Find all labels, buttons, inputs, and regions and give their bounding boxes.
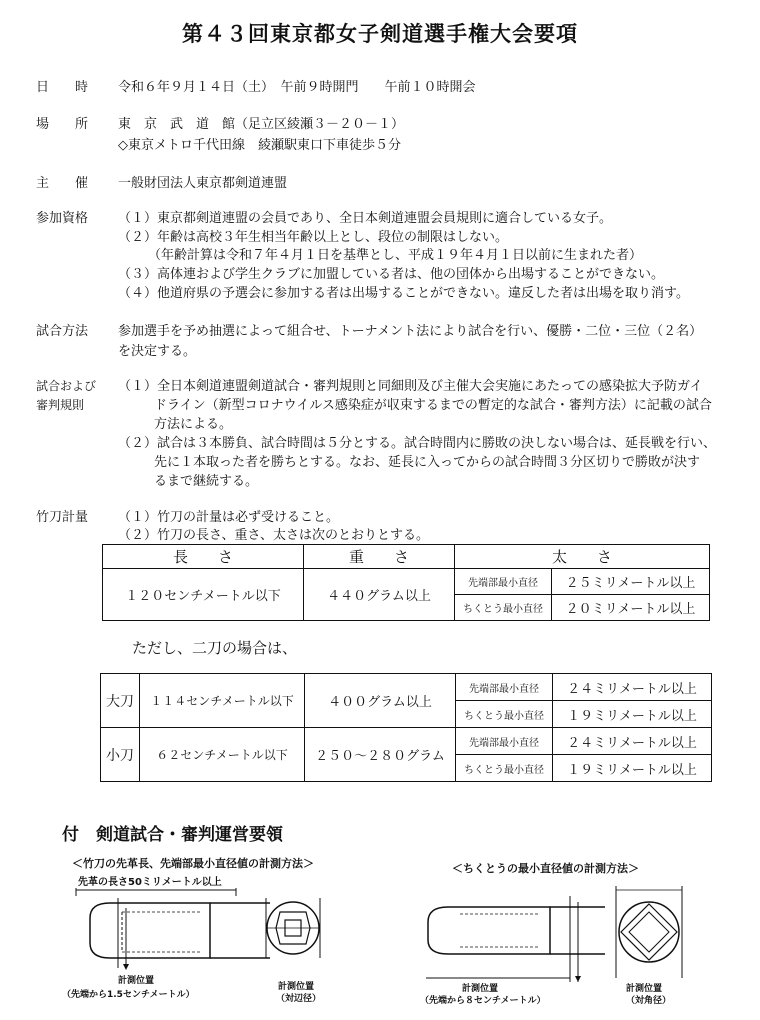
- rules-item1-line1: （１）全日本剣道連盟剣道試合・審判規則と同細則及び主催大会実施にあたっての感染拡大予防ガイ: [118, 379, 703, 394]
- spec-tip-name: 先端部最小直径: [455, 569, 552, 595]
- method-line1: 参加選手を予め抽選によって組合せ、トーナメント法により試合を行い、優勝・二位・三位（２名）: [118, 324, 703, 339]
- datetime-value: 令和６年９月１４日（土） 午前９時開門 午前１０時開会: [118, 80, 476, 95]
- rules-item2-line3: るまで継続する。: [154, 474, 259, 489]
- eligibility-item-4: （４）他道府県の予選会に参加する者は出場することができない。違反した者は出場を取り消す。: [118, 286, 689, 301]
- venue-line1: 東 京 武 道 館（足立区綾瀬３－２０－１）: [118, 117, 405, 132]
- diagram1-length-label: 先革の長さ50ミリメートル以上: [78, 877, 222, 888]
- nito-note: ただし、二刀の場合は、: [132, 639, 298, 657]
- spec-chikuto-name: ちくとう最小直径: [455, 595, 552, 621]
- shinai-cross-section-side: [258, 890, 328, 970]
- diagram1-side-label: 計測位置: [278, 982, 315, 992]
- shoto-chikuto-value: １９ミリメートル以上: [553, 755, 712, 782]
- shoto-tip-value: ２４ミリメートル以上: [553, 728, 712, 755]
- spec-chikuto-value: ２０ミリメートル以上: [552, 595, 710, 621]
- diagram2-title: ＜ちくとうの最小直径値の計測方法＞: [452, 862, 639, 875]
- rules-label-1: 試合および: [36, 379, 97, 393]
- datetime-label: 日 時: [36, 80, 89, 95]
- rules-item2-line2: 先に１本取った者を勝ちとする。なお、延長に入ってからの試合時間３分区切りで勝敗が決す: [154, 455, 701, 470]
- shoto-tip-name: 先端部最小直径: [456, 728, 553, 755]
- shinai-tip-diagram: [70, 888, 270, 978]
- page-title: 第４３回東京都女子剣道選手権大会要項: [182, 21, 578, 46]
- eligibility-item-3: （３）高体連および学生クラブに加盟している者は、他の団体から出場することができない。: [118, 267, 665, 282]
- spec-length: １２０センチメートル以下: [103, 569, 304, 621]
- shinai-item-2: （２）竹刀の長さ、重さ、太さは次のとおりとする。: [118, 528, 429, 543]
- shoto-label: 小刀: [101, 728, 140, 782]
- appendix-title: 付 剣道試合・審判運営要領: [62, 825, 283, 845]
- spec-weight: ４４０グラム以上: [304, 569, 455, 621]
- daito-tip-value: ２４ミリメートル以上: [553, 674, 712, 701]
- diagram1-pos-sub: （先端から1.5センチメートル）: [62, 990, 195, 1000]
- daito-weight: ４００グラム以上: [305, 674, 456, 728]
- shinai-item-1: （１）竹刀の計量は必ず受けること。: [118, 510, 340, 525]
- rules-item2-line1: （２）試合は３本勝負、試合時間は５分とする。試合時間内に勝敗の決しない場合は、延長戦を行い、: [118, 436, 717, 451]
- diagram1-pos-label: 計測位置: [118, 976, 155, 986]
- daito-length: １１４センチメートル以下: [140, 674, 305, 728]
- eligibility-label: 参加資格: [36, 211, 89, 226]
- diagram2-pos-label: 計測位置: [462, 984, 499, 994]
- rules-item1-line3: 方法による。: [154, 417, 233, 432]
- diagram2-pos-sub: （先端から８センチメートル）: [420, 996, 546, 1006]
- daito-chikuto-name: ちくとう最小直径: [456, 701, 553, 728]
- nito-spec-table: [100, 673, 712, 782]
- shoto-weight: ２５０～２８０グラム: [305, 728, 456, 782]
- shinai-label: 竹刀計量: [36, 510, 89, 525]
- diagram1-side-sub: （対辺径）: [276, 994, 322, 1004]
- daito-tip-name: 先端部最小直径: [456, 674, 553, 701]
- eligibility-note: （年齢計算は令和７年４月１日を基準とし、平成１９年４月１日以前に生まれた者）: [148, 248, 643, 263]
- daito-chikuto-value: １９ミリメートル以上: [553, 701, 712, 728]
- rules-item1-line2: ドライン（新型コロナウイルス感染症が収束するまでの暫定的な試合・審判方法）に記載の試合: [154, 398, 712, 413]
- eligibility-item-2: （２）年齢は高校３年生相当年齢以上とし、段位の制限はしない。: [118, 230, 509, 245]
- diagram2-side-sub: （対角径）: [626, 996, 672, 1006]
- method-label: 試合方法: [36, 324, 89, 339]
- chikuto-diagram: [420, 892, 610, 982]
- host-value: 一般財団法人東京都剣道連盟: [118, 176, 288, 191]
- rules-label-2: 審判規則: [36, 398, 85, 412]
- shinai-spec-table: [102, 544, 710, 621]
- header-thickness: 太 さ: [455, 545, 710, 569]
- host-label: 主 催: [36, 176, 89, 191]
- chikuto-cross-section-diagonal: [604, 882, 694, 982]
- header-length: 長 さ: [103, 545, 304, 569]
- venue-label: 場 所: [36, 117, 89, 132]
- method-line2: を決定する。: [118, 344, 197, 359]
- diagram1-title: ＜竹刀の先革長、先端部最小直径値の計測方法＞: [72, 857, 314, 870]
- venue-line2: ◇東京メトロ千代田線 綾瀬駅東口下車徒歩５分: [118, 138, 401, 153]
- shoto-length: ６２センチメートル以下: [140, 728, 305, 782]
- header-weight: 重 さ: [304, 545, 455, 569]
- shoto-chikuto-name: ちくとう最小直径: [456, 755, 553, 782]
- eligibility-item-1: （１）東京都剣道連盟の会員であり、全日本剣道連盟会員規則に適合している女子。: [118, 211, 613, 226]
- diagram2-side-label: 計測位置: [626, 984, 663, 994]
- spec-tip-value: ２５ミリメートル以上: [552, 569, 710, 595]
- daito-label: 大刀: [101, 674, 140, 728]
